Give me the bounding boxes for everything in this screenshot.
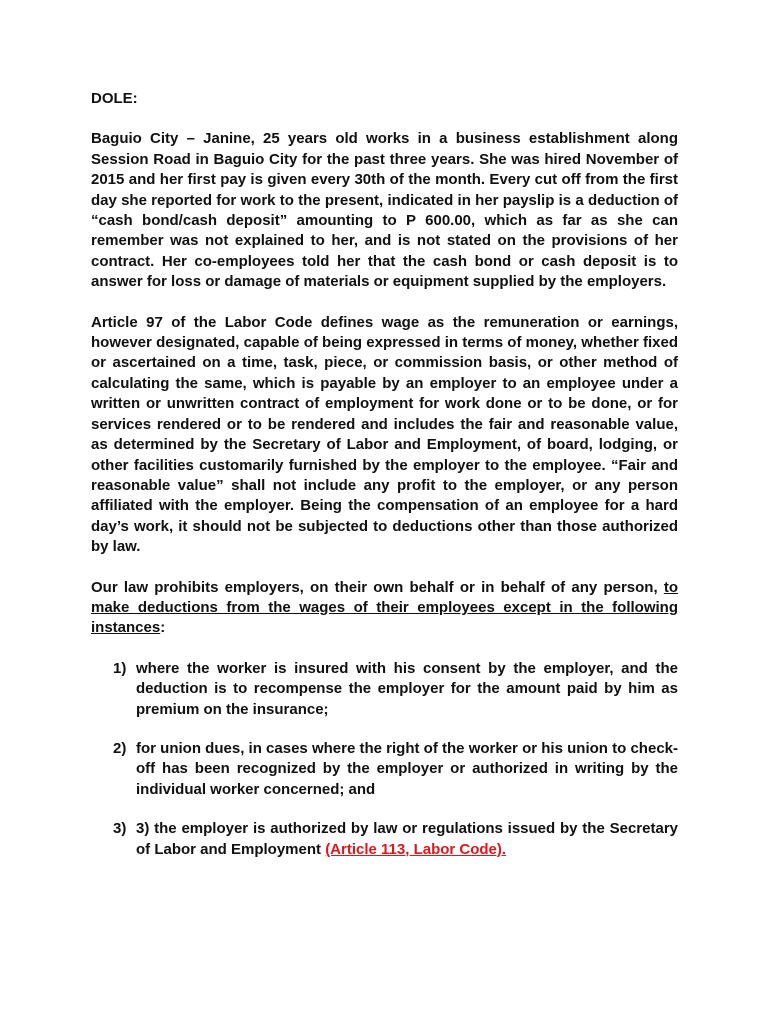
list-item xyxy=(91,819,678,860)
document-heading: DOLE: xyxy=(91,90,138,107)
list-item-number: 3) xyxy=(113,820,127,838)
list-item-number: 1) xyxy=(113,659,127,677)
list-item-text: where the worker is insured with his consent by the employer, and the deduction is to recompense the employer for the amount paid by him as premium on the insurance; xyxy=(136,659,678,718)
prohibition-lead-text: Our law prohibits employers, on their own behalf or in behalf of any person, xyxy=(91,578,664,596)
list-item xyxy=(91,739,678,800)
list-item xyxy=(91,659,678,720)
prohibition-underlined-text: to make deductions from the wages of their employees except in the following instances xyxy=(91,578,678,637)
document-page xyxy=(91,89,678,879)
article-97-paragraph: Article 97 of the Labor Code defines wage as the remuneration or earnings, however designated, capable of being expressed in terms of money, whether fixed or ascertained on a time, task, piece, or commission basis, or other method of calculating the same, which is payable by an employer to an employee under a written or unwritten contract of employment for work done or to be done, or for services rendered or to be rendered and includes the fair and reasonable value, as determined by the Secretary of Labor and Employment, of board, lodging, or other facilities customarily furnished by the employer to the employee. “Fair and reasonable value” shall not include any profit to the employer, or any person affiliated with the employer. Being the compensation of an employee for a hard day’s work, it should not be subjected to deductions other than those authorized by law. xyxy=(91,313,678,556)
case-paragraph: Baguio City – Janine, 25 years old works in a business establishment along Session Road in Baguio City for the past three years. She was hired November of 2015 and her first pay is given every 30th of the month. Every cut off from the first day she reported for work to the present, indicated in her payslip is a deduction of “cash bond/cash deposit” amounting to P 600.00, which as far as she can remember was not explained to her, and is not stated on the provisions of her contract. Her co-employees told her that the cash bond or cash deposit is to answer for loss or damage of materials or equipment supplied by the employers. xyxy=(91,130,678,291)
prohibition-paragraph xyxy=(91,578,678,639)
deduction-instances-list xyxy=(91,659,678,860)
list-item-text: 3) the employer is authorized by law or regulations issued by the Secretary of Labor and Employment xyxy=(136,820,678,858)
labor-code-reference: (Article 113, Labor Code). xyxy=(325,840,507,858)
prohibition-tail-text: : xyxy=(160,619,166,637)
list-item-text: for union dues, in cases where the right of the worker or his union to check-off has been recognized by the employer or authorized in writing by the individual worker concerned; and xyxy=(136,739,678,798)
list-item-number: 2) xyxy=(113,739,127,757)
